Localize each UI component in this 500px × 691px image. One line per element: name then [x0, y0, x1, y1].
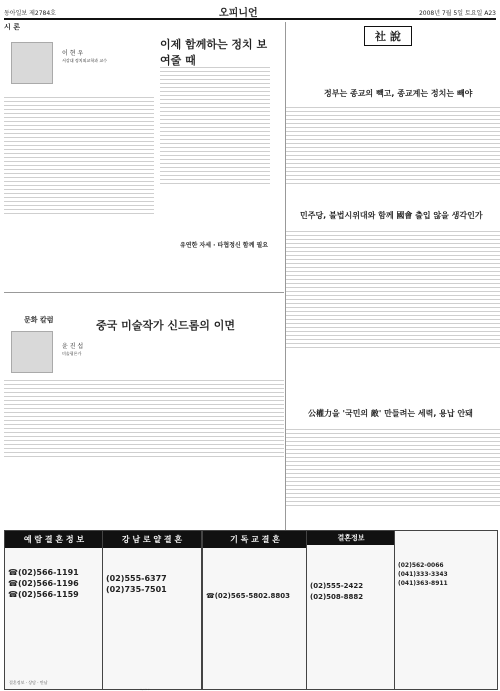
editorial [285, 22, 500, 582]
editorial-title: 社 說 [364, 26, 412, 46]
ad-yeram-phones: ☎(02)566-1191 ☎(02)566-1196 ☎(02)566-1159 [8, 568, 79, 599]
ad-yeram-title: 예 람 결 혼 정 보 [5, 531, 103, 548]
ad-info[interactable] [306, 530, 396, 690]
culture-title: 문화 칼럼 [24, 316, 54, 324]
editorial-heading-3: 公權力을 '국민의 敵' 만들려는 세력, 용납 안돼 [308, 409, 473, 418]
newspaper-header [4, 4, 496, 20]
author-photo [11, 42, 53, 84]
ad-info-title: 결혼정보 [307, 531, 395, 545]
ad-gangnam-title: 강 남 로 얄 결 혼 [103, 531, 201, 548]
section-title: 오피니언 [219, 8, 258, 19]
column1-main [160, 22, 270, 282]
header-left: 동아일보 제2784호 [4, 10, 56, 17]
column1-subheading: 유연한 자세 · 타협정신 함께 필요 [180, 242, 269, 249]
column1-text [4, 94, 154, 217]
culture-column [4, 292, 284, 529]
editorial-text-1 [286, 104, 500, 187]
editorial-heading-2: 민주당, 불법시위대와 함께 國會 출입 않을 생각인가 [300, 211, 483, 220]
culture-author-info: 미술평론가 [62, 351, 82, 356]
editorial-heading-1: 정부는 종교의 빽고, 종교계는 정치는 빼야 [324, 89, 473, 98]
ad-yeram[interactable] [4, 530, 104, 690]
column1-heading: 이제 함께하는 정치 보여줄 때 [160, 38, 268, 67]
ad-christian[interactable] [202, 530, 308, 690]
column1-author: 이 현 우 [62, 50, 84, 57]
ad-christian-phones: ☎(02)565-5802.8803 [206, 592, 290, 600]
editorial-text-3 [286, 426, 500, 509]
ad-gangnam[interactable] [102, 530, 202, 690]
ad-christian-title: 기 독 교 결 혼 [203, 531, 307, 548]
ad-yeram-text: 결혼정보 · 상담 · 만남 [9, 680, 48, 685]
ad-extra-phones: (02)562-0066 (041)333-3343 (041)363-8911 [398, 562, 448, 587]
editorial-text-2 [286, 228, 500, 351]
ad-info-phones: (02)555-2422 (02)508-8882 [310, 582, 364, 601]
culture-text [4, 377, 284, 460]
author-photo-2 [11, 331, 53, 373]
column1-author-info: 서강대 정치외교학과 교수 [62, 58, 108, 63]
column1-title: 시 론 [4, 23, 20, 31]
header-date: 2008년 7월 5일 토요일 A23 [418, 10, 496, 17]
ad-gangnam-phones: (02)555-6377 (02)735-7501 [106, 574, 167, 594]
culture-author: 윤 진 섭 [62, 343, 84, 350]
culture-heading: 중국 미술작가 신드롬의 이면 [96, 319, 235, 332]
ad-extra[interactable] [394, 530, 498, 690]
column1 [4, 22, 154, 292]
column1-main-text [160, 64, 270, 187]
